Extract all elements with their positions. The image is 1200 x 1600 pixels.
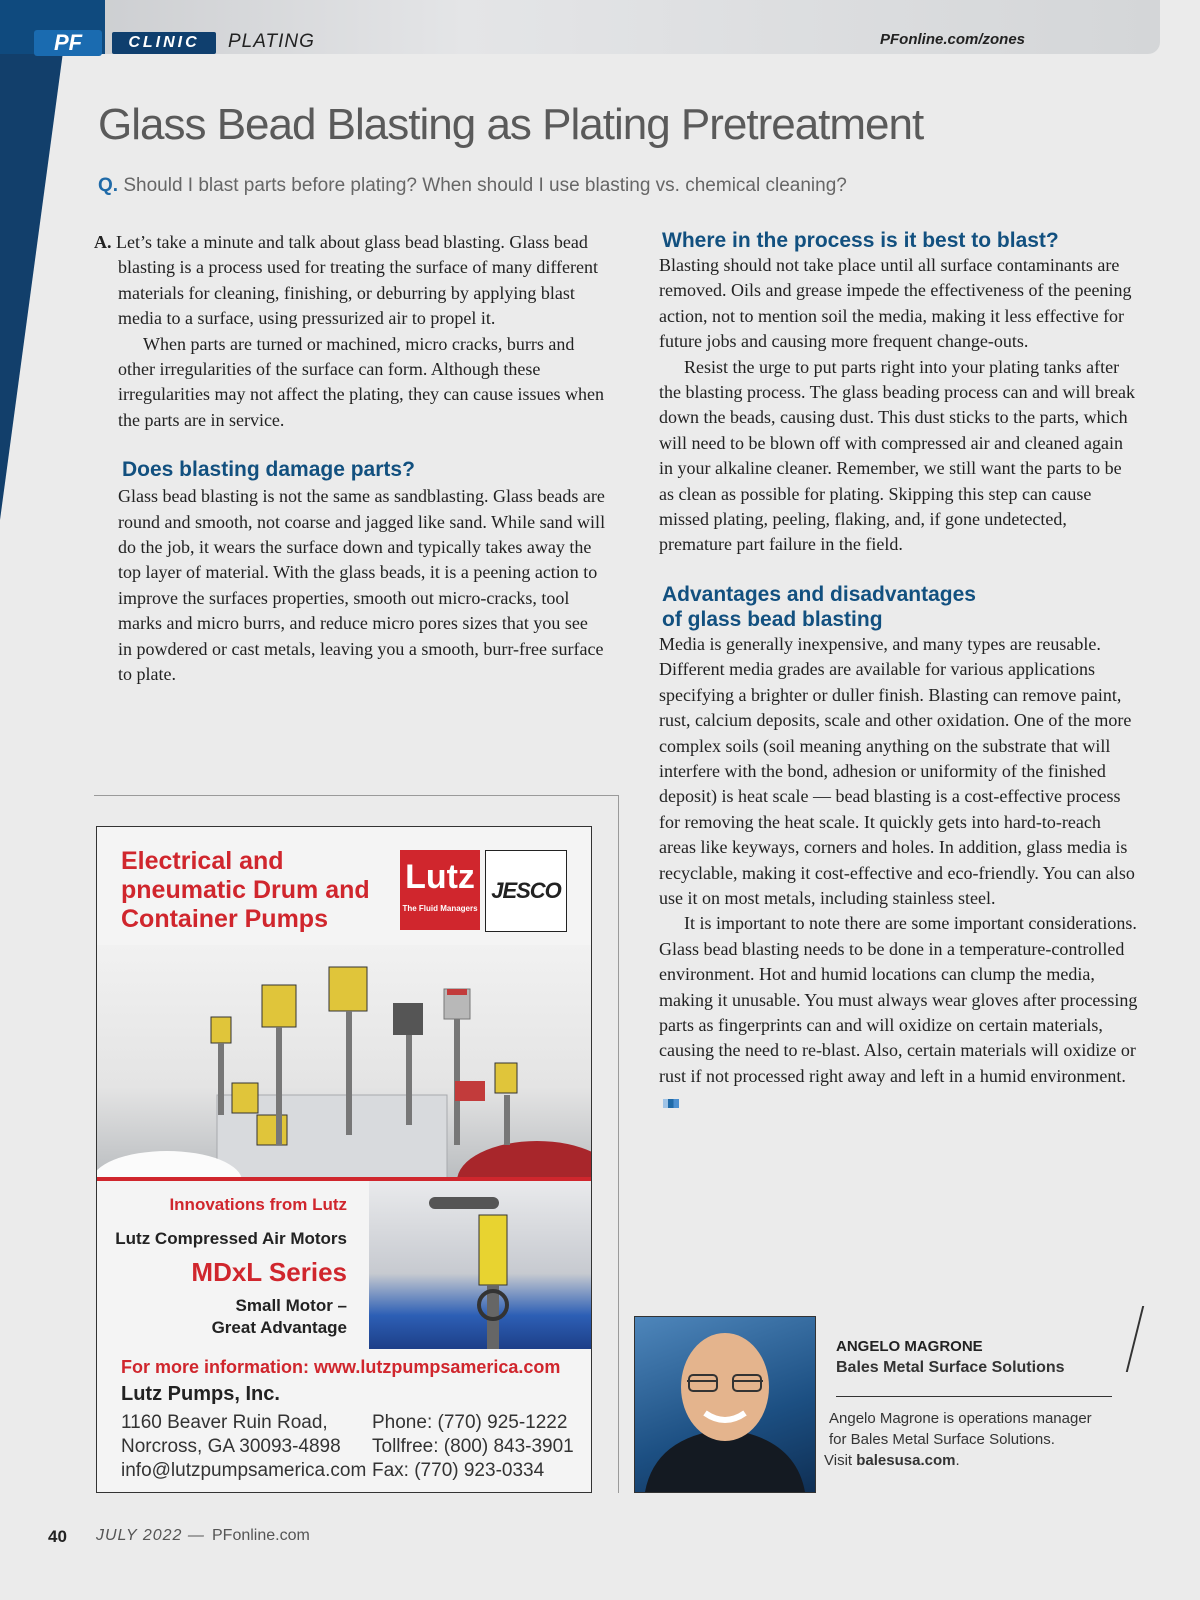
author-box xyxy=(634,1316,1139,1492)
heading-damage: Does blasting damage parts? xyxy=(122,458,415,482)
answer-paragraph xyxy=(94,230,606,332)
advantages-text: It is important to note there are some important considerations. Glass bead blasting needs to be done in a temperature-controlled environment. Hot and humid locations can clump the media, making it unusable. You must always wear gloves after processing parts as fingerprints can and will oxidize on certain materials, causing the need to re-blast. Also, certain materials will oxidize or rust if not processed right away and left in a humid environment. xyxy=(659,913,1138,1086)
heading-where: Where in the process is it best to blast? xyxy=(662,229,1059,252)
topic-label: PLATING xyxy=(228,31,315,52)
ad-tollfree: Tollfree: (800) 843-3901 xyxy=(372,1436,574,1457)
advantages-paragraph-2 xyxy=(659,911,1139,1114)
header-site-link[interactable]: PFonline.com/zones xyxy=(880,31,1026,48)
ad-tagline-2: Great Advantage xyxy=(211,1318,347,1337)
lutz-logo xyxy=(400,850,480,930)
ad-product-block xyxy=(97,1195,347,1338)
ad-address-line: Norcross, GA 30093-4898 xyxy=(121,1436,341,1457)
question-text: Should I blast parts before plating? When should I use blasting vs. chemical cleaning? xyxy=(123,175,847,196)
ad-more-info-link[interactable]: For more information: www.lutzpumpsamerica.com xyxy=(121,1357,561,1377)
footer-site-link[interactable]: PFonline.com xyxy=(212,1527,310,1544)
ad-headline-line: pneumatic Drum and xyxy=(121,876,370,904)
answer-text: Let’s take a minute and talk about glass bead blasting. Glass bead blasting is a process used for treating the surface of many different materials for cleaning, finishing, or deburring by applying blast media to a surface, using pressurized air to propel it. xyxy=(116,232,599,329)
heading-advantages-1: Advantages and disadvantages xyxy=(662,582,976,606)
author-box-slash xyxy=(1126,1306,1144,1372)
left-column xyxy=(94,230,606,688)
answer-label: A. xyxy=(94,232,112,252)
author-rule xyxy=(836,1396,1112,1397)
question-label: Q. xyxy=(98,175,119,196)
lutz-tagline: The Fluid Managers xyxy=(402,904,478,913)
ad-headline xyxy=(121,847,370,934)
ad-fax: Fax: (770) 923-0334 xyxy=(372,1460,545,1481)
where-paragraph-1: Blasting should not take place until all surface contaminants are removed. Oils and grease impede the effectiveness of the peening action, not to mention soil the media, making it less effective for future jobs and causing more frequent change-outs. xyxy=(659,255,1132,352)
author-period: . xyxy=(955,1452,960,1469)
heading-advantages-2: of glass bead blasting xyxy=(662,607,883,631)
left-blue-strip xyxy=(0,0,70,520)
column-rule xyxy=(618,795,619,1493)
author-company: Bales Metal Surface Solutions xyxy=(836,1359,1065,1376)
damage-paragraph: Glass bead blasting is not the same as sandblasting. Glass beads are round and smooth, not coarse and jagged like sand. While sand will do the job, it wears the surface down and typically takes away the top layer of material. With the glass beads, it is a peening action to improve the surfaces properties, smooth out micro-cracks, tool marks and micro burrs, and reduce micro pores sizes that you see in powdered or cast metals, leaving you a smooth, burr-free surface to plate. xyxy=(118,486,606,685)
pumps-photo xyxy=(97,945,591,1181)
advantages-paragraph-1: Media is generally inexpensive, and many types are reusable. Different media grades are available for various applications specifying a brighter or duller finish. Blasting can remove paint, rust, calcium deposits, scale and other oxidation. One of the more complex soils (soil meaning anything on the substrate that will interfere with the bond, adhesion or uniformity of the finished deposit) is heat scale — bead blasting is a cost-effective process for removing the heat scale. It quickly gets into hard-to-reach areas like keyways, corners and holes. In addition, glass media is recyclable, making it cost-effective and eco-friendly. You can also use it on most metals, including stainless steel. xyxy=(659,633,1135,908)
author-url-link[interactable]: balesusa.com xyxy=(856,1452,956,1469)
author-name: ANGELO MAGRONE xyxy=(836,1338,983,1355)
motor-illustration xyxy=(369,1181,591,1349)
ad-tagline-1: Small Motor – xyxy=(235,1296,347,1315)
ad-headline-line: Electrical and xyxy=(121,847,284,875)
author-portrait xyxy=(635,1317,815,1492)
ad-company: Lutz Pumps, Inc. xyxy=(121,1383,280,1405)
ad-phone-block xyxy=(372,1411,574,1483)
page-number: 40 xyxy=(48,1527,67,1546)
ad-phone: Phone: (770) 925-1222 xyxy=(372,1412,568,1433)
footer-issue-line xyxy=(96,1527,205,1545)
article-title: Glass Bead Blasting as Plating Pretreatment xyxy=(98,100,924,149)
pf-logo[interactable]: PF xyxy=(34,30,102,56)
footer-dash: — xyxy=(187,1527,205,1544)
ad-motors: Lutz Compressed Air Motors xyxy=(115,1229,347,1248)
section-label: CLINIC xyxy=(112,32,216,54)
pumps-illustration xyxy=(97,945,591,1181)
motor-photo xyxy=(369,1181,591,1349)
end-mark-icon xyxy=(663,1099,679,1108)
question xyxy=(98,175,847,197)
jesco-logo-text: JESCO xyxy=(491,878,561,903)
ad-innovations: Innovations from Lutz xyxy=(169,1195,347,1214)
author-photo xyxy=(634,1316,816,1493)
ad-address-block xyxy=(121,1411,366,1483)
ad-top-rule xyxy=(94,795,618,796)
ad-series: MDxL Series xyxy=(191,1257,347,1287)
lutz-advertisement[interactable] xyxy=(96,826,592,1493)
ad-headline-line: Container Pumps xyxy=(121,905,328,933)
answer-paragraph-2: When parts are turned or machined, micro cracks, burrs and other irregularities of the surface can form. Although these irregularities may not affect the plating, they can cause issues when the parts are in service. xyxy=(118,333,604,430)
ad-address-line: 1160 Beaver Ruin Road, xyxy=(121,1412,328,1433)
author-bio-line: for Bales Metal Surface Solutions. xyxy=(829,1431,1055,1448)
author-visit: Visit xyxy=(824,1452,857,1469)
lutz-logo-text: Lutz xyxy=(405,858,475,896)
where-paragraph-2: Resist the urge to put parts right into your plating tanks after the blasting process. The glass beading process can and will break down the beads, causing dust. This dust sticks to the parts, which will need to be blown off with compressed air and cleaned again in your alkaline cleaner. Remember, we still want the parts to be as clean as possible for plating. Skipping this step can cause missed plating, peeling, flaking, and, if gone undetected, premature part failure in the field. xyxy=(659,356,1136,555)
right-column xyxy=(659,228,1139,1115)
jesco-logo xyxy=(485,850,567,932)
author-bio-line: Angelo Magrone is operations manager xyxy=(829,1410,1092,1427)
author-bio xyxy=(824,1408,1129,1471)
footer-issue: JULY 2022 xyxy=(96,1527,183,1544)
ad-email[interactable]: info@lutzpumpsamerica.com xyxy=(121,1460,367,1481)
